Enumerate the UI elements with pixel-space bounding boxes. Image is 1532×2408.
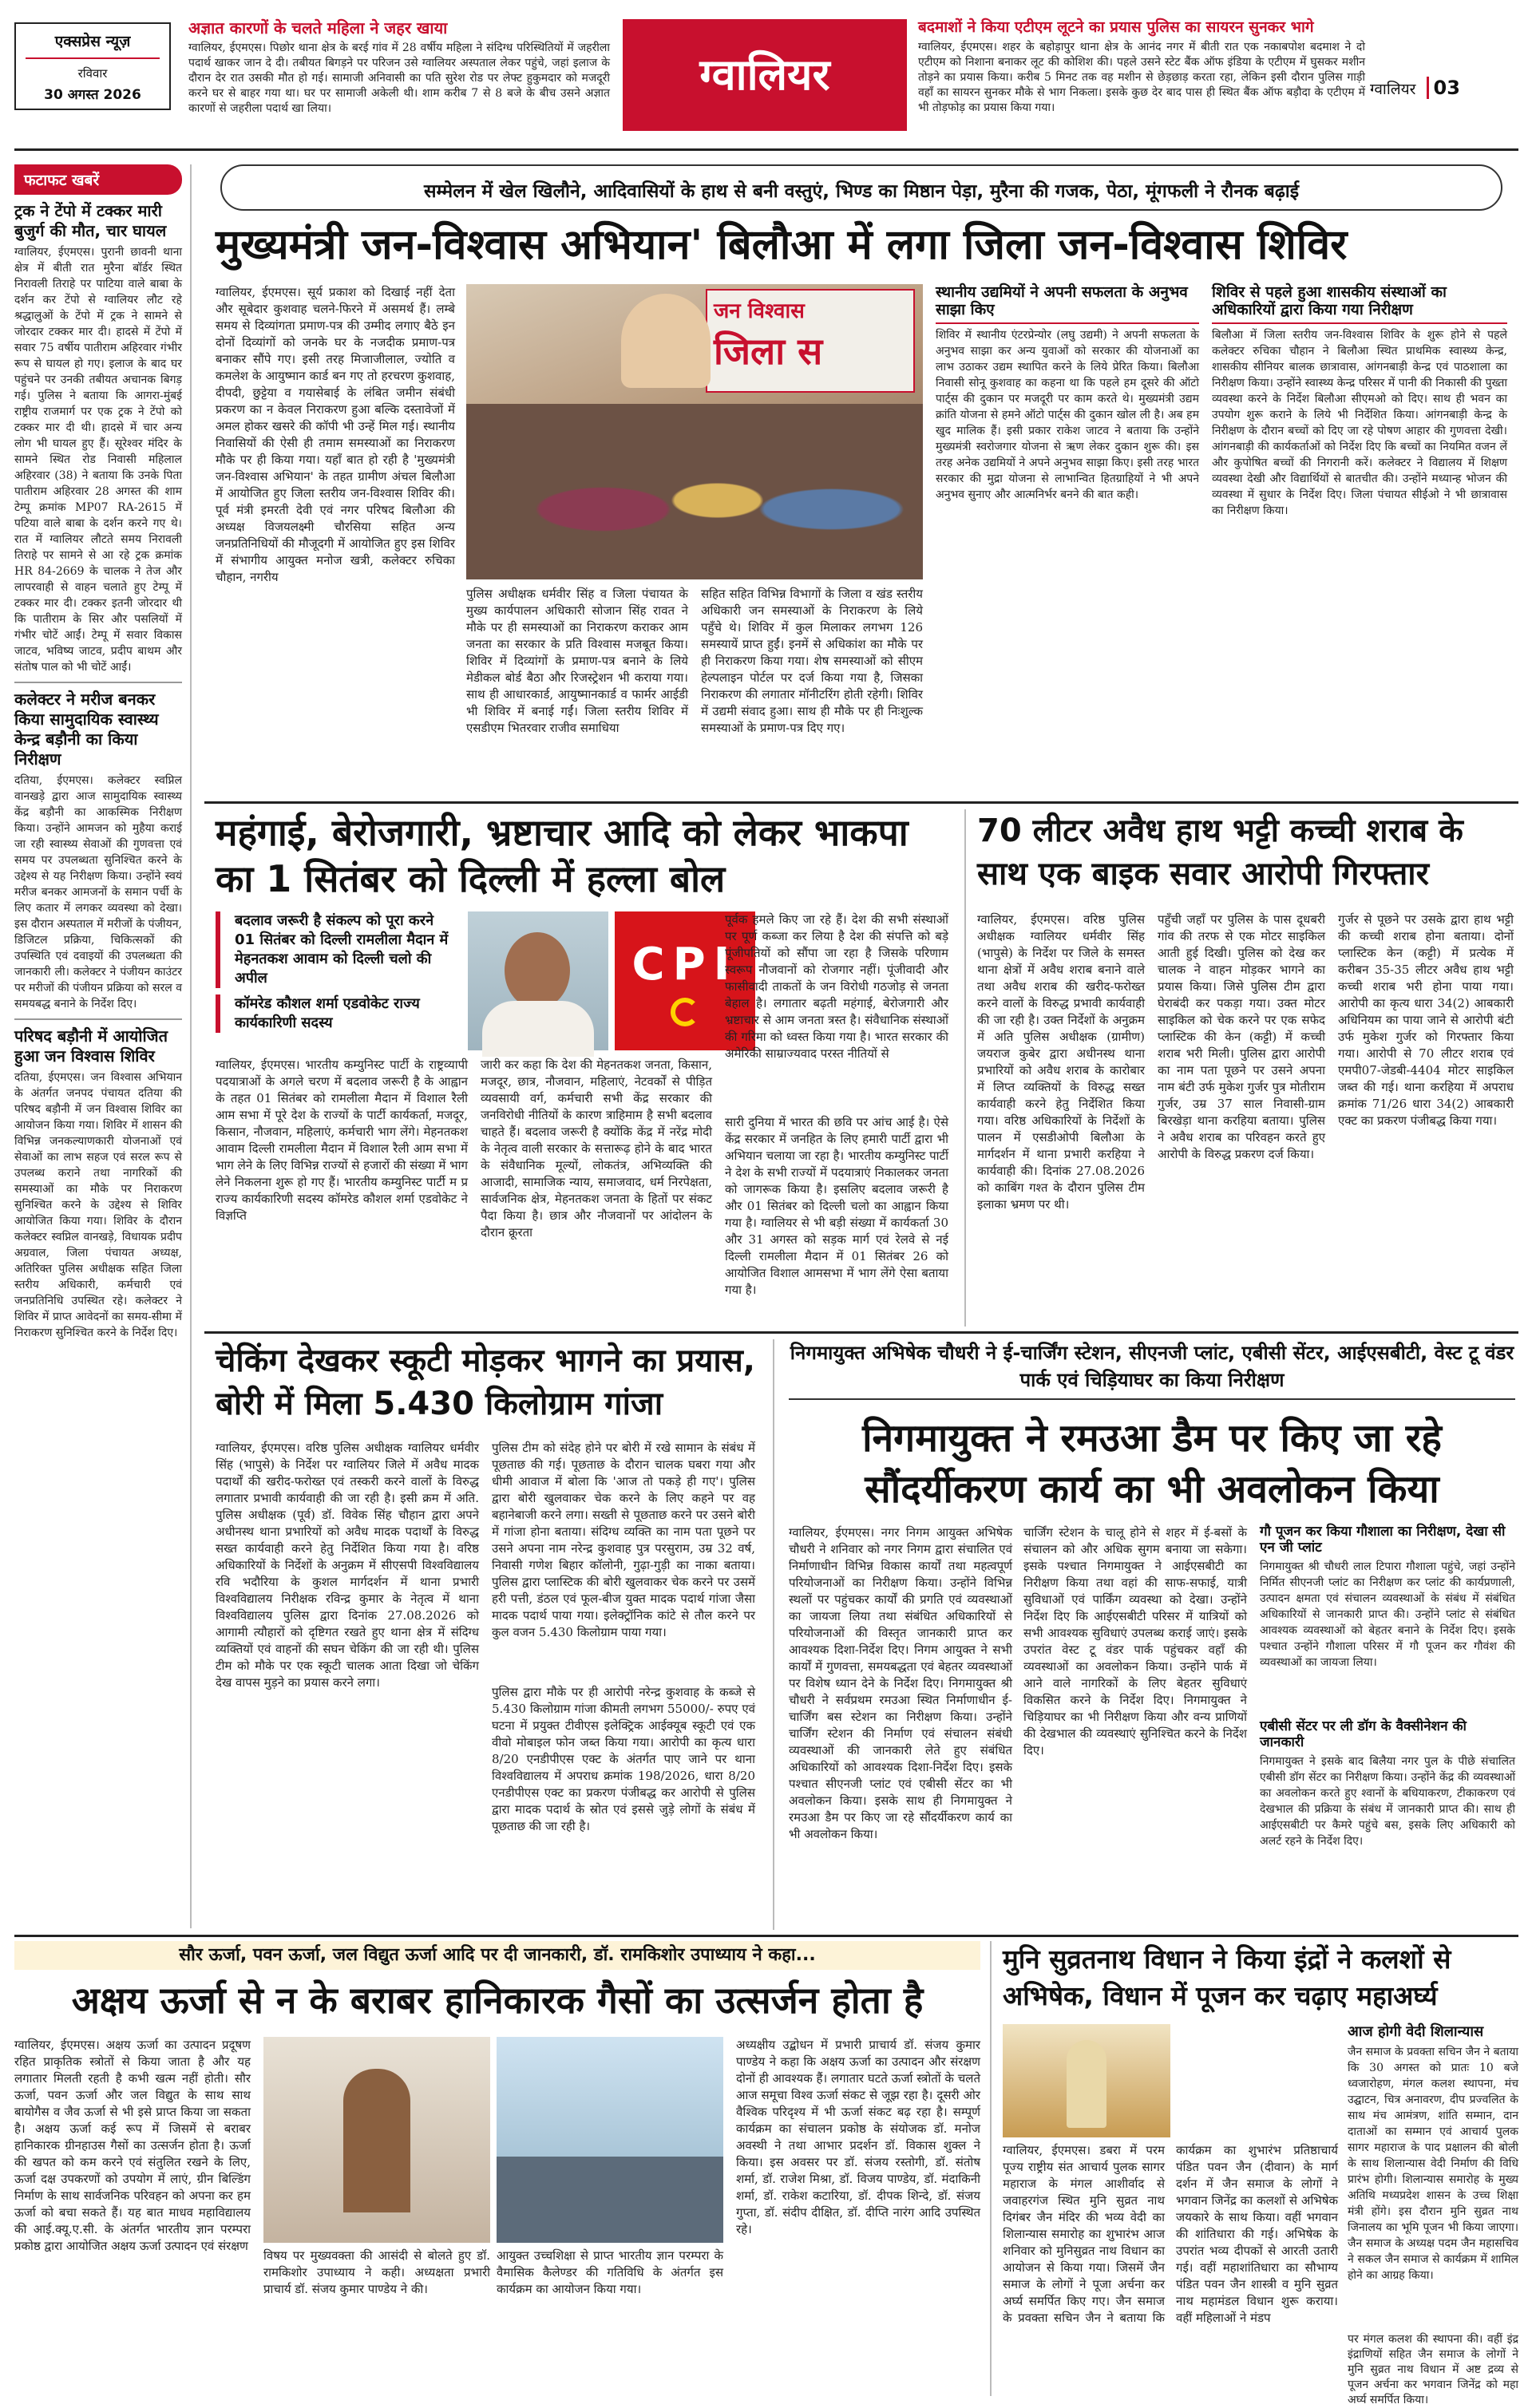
bullet-1: बदलाव जरूरी है संकल्प को पूरा करने 01 सितंबर को दिल्ली रामलीला मैदान में मेहनतकश आवाम को दिल्ली चलो की अपील (216, 911, 455, 988)
issue-date: 30 अगस्त 2026 (44, 87, 141, 103)
speaker-figure (343, 2069, 410, 2212)
story-nigam (773, 1339, 1518, 1930)
story-1-headline: मुख्यमंत्री जन-विश्वास अभियान' बिलौआ में लगा जिला जन-विश्वास शिविर (216, 221, 1348, 269)
story-5-headline: निगमायुक्त ने रमउआ डैम पर किए जा रहे सौंदर्यीकरण कार्य का भी अवलोकन किया (862, 1416, 1442, 1512)
story-jain (990, 1941, 1518, 2406)
story-3-headline: 70 लीटर अवैध हाथ भट्टी कच्ची शराब के साथ एक बाइक सवार आरोपी गिरफ्तार (977, 813, 1463, 892)
cpi-logo-text: CPI (631, 939, 738, 990)
sub-5-1-body: निगमायुक्त श्री चौधरी लाल टिपारा गौशाला पहुंचे, जहां उन्होंने निर्मित सीएनजी प्लांट का निरीक्षण कर प्लांट की कार्यप्रणाली, उत्पादन क्षमता एवं संचालन व्यवस्थाओं के संबंध में संबंधित अधिकारियों से जानकारी प्राप्त की। उन्होंने प्लांट से संबंधित आवश्यक व्यवस्थाओं को बेहतर बनाने के निर्देश दिए। इसके पश्चात उन्होंने गौशाला परिसर में गौ पूजन कर गौवंश की व्यवस्थाओं का जायजा लिया। (1260, 1560, 1515, 1670)
story-2-bullets (216, 911, 455, 1039)
kicker-bar (220, 164, 1502, 211)
story-1-sub-1 (936, 284, 1199, 792)
sub-7-body: जैन समाज के प्रवक्ता सचिन जैन ने बताया कि 30 अगस्त को प्रातः 10 बजे ध्वजारोहण, मंगल कलश स्थापना, मंच उद्घाटन, चित्र अनावरण, दीप प्रज्वलित के साथ मंच आमंत्रण, शांति सम्मान, दान दाताओं का सम्मान एवं आचार्य पुलक सागर महाराज के पाद प्रक्षालन की बोली के साथ शिलान्यास वेदी निर्माण की विधि प्रारंभ होगी। शिलान्यास समारोह के मुख्य अतिथि मध्यप्रदेश शासन के उच्च शिक्षा मंत्री होंगे। इस दौरान मुनि सुव्रत नाथ जिनालय का भूमि पूजन भी किया जाएगा। जैन समाज के अध्यक्ष पदम जैन महासचिव ने सकल जैन समाज से कार्यक्रम में शामिल होने का आग्रह किया। (1348, 2045, 1518, 2282)
portrait-face (505, 932, 570, 1009)
story-urja (14, 1941, 980, 2396)
page-city: ग्वालियर (1370, 81, 1416, 98)
seated-audience (497, 2157, 723, 2243)
story-ganja (204, 1339, 763, 1930)
story-1-col-3: सहित सहित विभिन्न विभागों के जिला व खंड स्तरीय अधिकारी जन समस्याओं के निराकरण के लिये पहुँचे थे। शिविर में कुल मिलाकर लगभग 126 समस्यायें प्राप्त हुईं। इनमें से अधिकांश का मौके पर ही निराकरण किया गया। शेष समस्याओं को सीएम हेल्पलाइन पोर्टल पर दर्ज किया गया है, जिसका निराकरण की लगातार मॉनीटरिंग होती रहेगी। शिविर में उद्यमी संवाद हुआ। साथ ही मौके पर ही निःशुल्क समस्याओं के प्रमाण-पत्र दिए गए। (701, 587, 923, 735)
row-rule-1 (204, 801, 1518, 804)
story-1-sub-2 (1212, 284, 1507, 792)
story-1-kicker: सम्मेलन में खेल खिलौने, आदिवासियों के हाथ से बनी वस्तुएं, भिण्ड का मिष्ठान पेड़ा, मुरैना की गजक, पेठा, मूंगफली ने रौनक बढ़ाई (423, 181, 1300, 202)
story-liquor (964, 809, 1518, 1327)
story-7-col-1: ग्वालियर, ईएमएस। डबरा में परम पूज्य राष्ट्रीय संत आचार्य पुलक सागर महाराज के मंगल आशीर्वाद से जवाहरगंज स्थित मुनि सुव्रत नाथ दिगंबर जैन मंदिर की भव्य वेदी का शिलान्यास समारोह का शुभारंभ आज शनिवार को मुनिसुव्रत नाथ विधान का आयोजन से किया गया। जिसमें जैन समाज के लोगों ने पूजा अर्चना कर अर्घ्य समर्पित किए गए। जैन समाज के प्रवक्ता सचिन जैन ने बताया कि कार्यक्रम का शुभारंभ प्रतिष्ठाचार्य पंडित पवन जैन (दीवान) के मार्ग दर्शन में जैन समाज के लोगों ने भगवान जिनेंद्र का कलशों से अभिषेक जयकारे के साथ किया। वहीं भगवान की शांतिधारा की गई। अभिषेक के उपरांत भव्य दीपकों से आरती उतारी गई। वहीं महाशांतिधारा का सौभाग्य पंडित पवन जैन शास्त्री व मुनि सुव्रत नाथ महामंडल विधान शुरू कराया। वहीं महिलाओं ने मंडप (1003, 2143, 1338, 2325)
sidebar-story-1-title: ट्रक ने टेंपो में टक्कर मारी बुजुर्ग की मौत, चार घायल (14, 201, 167, 240)
sub-2-title: शिविर से पहले हुआ शासकीय संस्थाओं का अधिकारियों द्वारा किया गया निरीक्षण (1212, 284, 1507, 324)
story-1-col-2: पुलिस अधीक्षक धर्मवीर सिंह व जिला पंचायत के मुख्य कार्यपालन अधिकारी सोजान सिंह रावत ने मौके पर ही समस्याओं का निराकरण कराकर आम जनता का सरकार के प्रति विश्वास मजबूत किया। शिविर में दिव्यांगों के प्रमाण-पत्र बनाने के लिये मेडीकल बोर्ड बैठा और रिजस्ट्रेशन भी कराया गया। साथ ही आधारकार्ड, आयुष्मानकार्ड व फार्मर आईडी भी शिविर में बनाई गईं। जिला स्तरीय शिविर में एसडीएम भितरवार राजीव समाधिया (466, 587, 688, 735)
story-5-kicker: निगमायुक्त अभिषेक चौधरी ने ई-चार्जिंग स्टेशन, सीएनजी प्लांट, एबीसी सेंटर, आईएसबीटी, वेस्ट टू वंडर पार्क एवं चिड़ियाघर का किया निरीक्षण (789, 1339, 1515, 1400)
story-3-col-1: ग्वालियर, ईएमएस। वरिष्ठ पुलिस अधीक्षक ग्वालियर धर्मवीर सिंह (भापुसे) के निर्देश पर जिले के समस्त थाना क्षेत्रों में अवैध शराब बनाने वाले तथा अवैध शराब की खरीद-फरोख्त करने वालों के विरुद्ध प्रभावी कार्यवाही की जा रही है। उक्त निर्देशों के अनुक्रम में अति पुलिस अधीक्षक (ग्रामीण) जयराज कुबेर द्वारा अधीनस्थ थाना प्रभारियों को अवैध शराब के कारोबार में लिप्त व्यक्तियों के विरुद्ध सख्त कार्यवाही करने हेतु निर्देशित किया गया। वरिष्ठ अधिकारियों के निर्देशों के पालन में एसडीओपी बिलौआ के मार्गदर्शन में थाना प्रभारी करहिया ने कार्यवाही की। दिनांक 27.08.2026 को काबिंग गश्त के दौरान पुलिस टीम इलाका भ्रमण पर थी। (977, 912, 1145, 1212)
brand-name: एक्सप्रेस न्यूज़ (54, 33, 131, 50)
sidebar-story-3-body: दतिया, ईएमएस। जन विश्वास अभियान के अंतर्गत जनपद पंचायत दतिया की परिषद बड़ौनी में जन विश्वास शिविर का आयोजन किया गया। शिविर में शासन की विभिन्न जनकल्याणकारी योजनाओं एवं सेवाओं का लाभ सहज एवं सरल रूप से उपलब्ध कराने तथा नागरिकों की समस्याओं का मौके पर निराकरण सुनिश्चित करने के उद्देश्य से शिविर आयोजित किया गया। शिविर के दौरान कलेक्टर स्वप्निल वानखड़े, विधायक प्रदीप अग्रवाल, जिला पंचायत अध्यक्ष, अतिरिक्त पुलिस अधीक्षक सहित जिला स्तरीय अधिकारी, कर्मचारी एवं जनप्रतिनिधि उपस्थित रहे। कलेक्टर ने शिविर में प्राप्त आवेदनों का समय-सीमा में निराकरण सुनिश्चित करने के निर्देश दिए। (14, 1071, 182, 1339)
top-left-story (188, 19, 610, 139)
sub-2-body: बिलौआ में जिला स्तरीय जन-विश्वास शिविर के शुरू होने से पहले कलेक्टर रुचिका चौहान ने बिलौआ स्थित प्राथमिक स्वास्थ्य केन्द्र, शासकीय सीनियर बालक छात्रावास, आंगनबाड़ी केन्द्र एवं पाठशाला का निरीक्षण किया। उन्होंने स्वास्थ्य केन्द्र परिसर में पानी की निकासी की पुख्ता व्यवस्था करने के निर्देश बिलौआ सीएमओ को दिए। साथ ही भवन का उपयोग शुरू कराने के लिये भी निर्देशित किया। आंगनबाड़ी केन्द्र के निरीक्षण के दौरान बच्चों को दिए जा रहे पोषण आहार की गुणवत्ता देखी। आंगनबाड़ी की कार्यकर्ताओं को निर्देश दिए कि बच्चों का नियमित वजन लें और कुपोषित बच्चों की निगरानी करें। कलेक्टर ने विद्यालय में शिक्षण व्यवस्था देखी और विद्यार्थियों से बातचीत की। उन्होंने मध्यान्ह भोजन की व्यवस्था में सुधार के निर्देश दिए। जिला पंचायत सीईओ ने भी छात्रावास का निरीक्षण किया। (1212, 328, 1507, 517)
brand-box (14, 22, 171, 110)
story-3-col-2: पहुँची जहाँ पर पुलिस के पास दूधबरी गांव की तरफ से एक मोटर साइकिल आती हुई दिखी। पुलिस को देख कर चालक ने वाहन मोड़कर भागने का प्रयास किया। जिसे पुलिस टीम द्वारा घेराबंदी कर पकड़ा गया। उक्त मोटर साइकिल को चेक करने पर एक सफेद प्लास्टिक की केन (कट्टी) में कच्ची शराब भरी मिली। पुलिस द्वारा आरोपी का नाम पता पूछने पर उसने अपना नाम बंटी उर्फ मुकेश गुर्जर पुत्र मोतीराम गुर्जर, उम्र 37 साल निवासी-ग्राम बिरखेड़ा थाना करहिया बताया। पुलिस ने अवैध शराब का परिवहन करते हुए आरोपी के विरुद्ध प्रकरण दर्ज किया। (1158, 912, 1325, 1161)
story-2-headline: महंगाई, बेरोजगारी, भ्रष्टाचार आदि को लेकर भाकपा का 1 सितंबर को दिल्ली में हल्ला बोल (216, 811, 909, 900)
sidebar-story-2-body: दतिया, ईएमएस। कलेक्टर स्वप्निल वानखड़े द्वारा आज सामुदायिक स्वास्थ्य केंद्र बड़ौनी का आकस्मिक निरीक्षण किया। उन्होंने आमजन को मुहैया कराई जा रही स्वास्थ्य सेवाओं की गुणवत्ता एवं समय पर उपलब्धता सुनिश्चित करने के उद्देश्य से यह निरीक्षण किया। उन्होंने स्वयं मरीज बनकर आमजनों के समान पर्ची के लिए कतार में लगकर व्यवस्था को देखा। इस दौरान अस्पताल में मरीजों के पंजीयन, डिजिटल प्रक्रिया, चिकित्सकों की उपस्थिति एवं दवाइयों की उपलब्धता की जानकारी ली। कलेक्टर ने पंजीयन काउंटर पर मरीजों की पंजीयन प्रक्रिया को सरल व समयबद्ध बनाने के निर्देश दिए। (14, 774, 182, 1010)
story-6-kicker: सौर ऊर्जा, पवन ऊर्जा, जल विद्युत ऊर्जा आदि पर दी जानकारी, डॉ. रामकिशोर उपाध्याय ने कहा... (14, 1941, 980, 1970)
story-4-col-1: ग्वालियर, ईएमएस। वरिष्ठ पुलिस अधीक्षक ग्वालियर धर्मवीर सिंह (भापुसे) के निर्देश पर ग्वालियर जिले में अवैध मादक पदार्थों की खरीद-फरोख्त एवं तस्करी करने वालों के विरुद्ध लगातार प्रभावी कार्यवाही की जा रही है। इसी क्रम में अति. पुलिस अधीक्षक (पूर्व) डॉ. विवेक सिंह चौहान द्वारा अपने अधीनस्थ थाना प्रभारियों को अवैध मादक पदार्थों के विरुद्ध सख्त कार्यवाही करने हेतु निर्देशित किया गया है। वरिष्ठ अधिकारियों के निर्देशों के अनुक्रम में सीएसपी विश्वविद्यालय रवि भदौरिया के कुशल मार्गदर्शन में थाना प्रभारी विश्वविद्यालय निरीक्षक रविन्द्र कुमार के नेतृत्व में थाना विश्वविद्यालय पुलिस द्वारा दिनांक 27.08.2026 को आगामी त्यौहारों को दृष्टिगत रखते हुए थाना क्षेत्र में संदिग्ध व्यक्तियों एवं वाहनों की सघन चेकिंग की जा रही थी। पुलिस टीम को मौके पर एक स्कूटी चालक आता दिखा जो चेकिंग देख वापस मुड़ने का प्रयास करने लगा। (216, 1441, 479, 1690)
story-6-caption-2: आयुक्त उच्चशिक्षा से प्राप्त भारतीय ज्ञान परम्परा के वैमासिक कैलेण्डर की गतिविधि के अंतर्गत इस कार्यक्रम का आयोजन किया गया। (497, 2248, 723, 2296)
sidebar-story-2-title: कलेक्टर ने मरीज बनकर किया सामुदायिक स्वास्थ्य केन्द्र बड़ौनी का किया निरीक्षण (14, 690, 159, 769)
portrait-photo (468, 911, 608, 1050)
story-6-caption-1: विषय पर मुख्यवक्ता की आसंदी से बोलते हुए डॉ. रामकिशोर उपाध्याय ने कही। अध्यक्षता प्रभारी प्राचार्य डॉ. संजय कुमार पाण्डेय ने की। (263, 2248, 490, 2296)
portrait-cutout (621, 294, 711, 388)
section-badge (623, 19, 907, 131)
story-3-col-3: गुर्जर से पूछने पर उसके द्वारा हाथ भट्टी की कच्ची शराब होना बताया। दोनों प्लास्टिक केन (कट्टी) में प्रत्येक में करीबन 35-35 लीटर अवैध हाथ भट्टी कच्ची शराब भरी होना पाया गया। आरोपी का कृत्य धारा 34(2) आबकारी अधिनियम का पाया जाने से आरोपी बंटी उर्फ मुकेश गुर्जर को गिरफ्तार किया गया। आरोपी से 70 लीटर शराब एवं एमपी07-जेडबी-4404 मोटर साइकिल जब्त की गई। थाना करहिया में अपराध क्रमांक 71/26 धारा 34(2) आबकारी एक्ट का प्रकरण पंजीबद्ध किया गया। (1338, 912, 1514, 1128)
story-2-col-4: सारी दुनिया में भारत की छवि पर आंच आई है। ऐसे केंद्र सरकार में जनहित के लिए हमारी पार्टी द्वारा भी अभियान चलाया जा रहा है। भारतीय कम्युनिस्ट पार्टी ने देश के सभी राज्यों में पदयात्राएं निकालकर जनता को जागरूक किया है। इसलिए बदलाव जरूरी है और 01 सितंबर को दिल्ली चलो का आह्वान किया गया है। ग्वालियर से भी बड़ी संख्या में कार्यकर्ता 30 और 31 अगस्त को सड़क मार्ग एवं रेलवे से नई दिल्ली रामलीला मैदान में 01 सितंबर 26 को आयोजित विशाल आमसभा में भाग लेंगे ऐसा बताया गया है। (725, 1115, 948, 1297)
story-1-col-1: ग्वालियर, ईएमएस। सूर्य प्रकाश को दिखाई नहीं देता और सूबेदार कुशवाह चलने-फिरने में असमर्थ हैं। लम्बे समय से दिव्यांगता प्रमाण-पत्र की उम्मीद लगाए बैठे इन दोनों दिव्यांगों को जनके घर के नजदीक प्रमाण-पत्र बनाकर सौंपे गए। इसी तरह मिजाजीलाल, ज्योति व कमलेश के आयुष्मान कार्ड बन गए तो हरचरण कुशवाह, दीपदी, छुट्टेया व गयासेबाई के लंबित जमीन संबंधी प्रकरण का न केवल निराकरण हुआ बल्कि दस्तावेजों में अमल होकर खसरे की कॉपी भी उन्हें मिल गई। स्थानीय निवासियों की ऐसी ही तमाम समस्याओं का निराकरण मौके पर ही किया गया। यहाँ बात हो रही है 'मुख्यमंत्री जन-विश्वास अभियान' के तहत ग्रामीण अंचल बिलौआ में आयोजित हुए जिला स्तरीय जन-विश्वास शिविर की। पूर्व मंत्री इमरती देवी एवं नगर परिषद बिलौआ की अध्यक्ष विजयलक्ष्मी चौरसिया सहित अन्य जनप्रतिनिधियों की मौजूदगी में आयोजित हुए इस शिविर में संभागीय आयुक्त मनोज खत्री, कलेक्टर रुचिका चौहान, नगरीय (216, 285, 455, 584)
story-6-headline: अक्षय ऊर्जा से न के बराबर हानिकारक गैसों का उत्सर्जन होता है (71, 1979, 924, 2022)
story-6-photo-2 (497, 2037, 723, 2243)
crowd-shape (466, 404, 923, 579)
sidebar-divider (14, 1018, 182, 1020)
masthead (0, 0, 1532, 158)
event-banner (706, 289, 915, 393)
story-5-sub-1 (1260, 1524, 1515, 1716)
sub-5-1-title: गौ पूजन कर किया गौशाला का निरीक्षण, देखा सी एन जी प्लांट (1260, 1524, 1506, 1556)
story-7-photo (1003, 2024, 1170, 2137)
page-number: 03 (1427, 77, 1460, 99)
top-left-body: ग्वालियर, ईएमएस। पिछोर थाना क्षेत्र के बरई गांव में 28 वर्षीय महिला ने संदिग्ध परिस्थितियों में जहरीला पदार्थ खाकर जान दे दी। तबीयत बिगड़ने पर परिजन उसे ग्वालियर अस्पताल लेकर पहुंचे, जहां इलाज के दौरान देर रात उसकी मौत हो गई। सामाजी अनिवासी का पति सुरेश रोड पर लेफ्ट हुकुमदार को मजदूरी करने घर से बाहर गया था। घर पर सामाजी अकेली थी। शाम करीब 7 से 8 बजे के बीच उसने अज्ञात कारणों से जहरीला पदार्थ खा लिया। (188, 42, 610, 115)
story-1-photo (466, 284, 923, 579)
row-rule-2 (204, 1331, 1518, 1334)
sub-1-body: शिविर में स्थानीय एंटरप्रेन्योर (लघु उद्यमी) ने अपनी सफलता के अनुभव साझा कर अन्य युवाओं को सरकार की योजनाओं का लाभ उठाकर उद्यम स्थापित करने के लिये प्रेरित किया। बिलौआ निवासी सोनू कुशवाह का कहना था कि पहले हम दूसरे की ऑटो पार्ट्स की दुकान पर मजदूरी पर काम करते थे। मुख्यमंत्री उद्यम क्रांति योजना से हमने ऑटो पार्ट्स की दुकान खोल ली है। अब हम खुद मालिक हैं। इसी प्रकार राकेश जाटव ने बताया कि उन्होंने मुख्यमंत्री स्वरोजगार योजना से ऋण लेकर दुकान शुरू की। इस तरह अनेक उद्यमियों ने अपने अनुभव साझा किए। इसी तरह भारत सरकार की मुद्रा योजना से लाभान्वित हितग्राहियों ने भी अपने अनुभव सुनाए और आत्मनिर्भर बनने की बात कही। (936, 328, 1199, 501)
story-5-col-2: चार्जिंग स्टेशन के चालू होने से शहर में ई-बसों के संचालन को और अधिक सुगम बनाया जा सकेगा। इसके पश्चात निगमायुक्त ने आईएसबीटी का निरीक्षण किया तथा वहां की साफ-सफाई, यात्री सुविधाओं एवं पार्किंग व्यवस्था को देखा। उन्होंने निर्देश दिए कि आईएसबीटी परिसर में यात्रियों को सभी आवश्यक सुविधाएं उपलब्ध कराई जाएं। इसके उपरांत वेस्ट टू वंडर पार्क पहुंचकर वहाँ की व्यवस्थाओं का अवलोकन किया। उन्होंने पार्क में आने वाले नागरिकों के लिए बेहतर सुविधाएं विकसित करने के निर्देश दिए। निगमायुक्त ने चिड़ियाघर का भी निरीक्षण किया और वन्य प्राणियों की देखभाल की व्यवस्थाएं सुनिश्चित करने के निर्देश दिए। (1023, 1525, 1247, 1758)
story-7-headline: मुनि सुव्रतनाथ विधान ने किया इंद्रों ने कलशों से अभिषेक, विधान में पूजन कर चढ़ाए महाअर्घ्य (1003, 1943, 1451, 2011)
story-7-sub (1348, 2024, 1518, 2327)
story-4-headline: चेकिंग देखकर स्कूटी मोड़कर भागने का प्रयास, बोरी में मिला 5.430 किलोग्राम गांजा (216, 1342, 755, 1422)
page-label (1370, 77, 1518, 109)
story-2-col-2: जारी कर कहा कि देश की मेहनतकश जनता, किसान, मजदूर, छात्र, नौजवान, महिलाएं, नेटवर्कों से पीड़ित व्यवसायी वर्ग, कर्मचारी सभी केंद्र सरकार की जनविरोधी नीतियों के कारण त्राहिमाम है सभी बदलाव चाहते हैं। बदलाव जरूरी है क्योंकि केंद्र में नरेंद्र मोदी के नेतृत्व वाली सरकार के सत्तारूढ़ होने के बाद भारत के संवैधानिक मूल्यों, लोकतंत्र, अभिव्यक्ति की आजादी, सामाजिक न्याय, समाजवाद, धर्म निरपेक्षता, सार्वजनिक क्षेत्र, मेहनतकश जनता के हितों पर संकट पैदा किया है। छात्र और नौजवानों पर आंदोलन के दौरान क्रूरता (481, 1058, 712, 1240)
sidebar-header: फटाफट खबरें (14, 164, 182, 195)
portrait-body (482, 1001, 594, 1057)
banner-line-1: जन विश्वास (714, 299, 805, 323)
story-jan-vishwas (204, 164, 1518, 795)
story-4-col-3: पुलिस द्वारा मौके पर ही आरोपी नरेन्द्र कुशवाह के कब्जे से 5.430 किलोग्राम गांजा कीमती लगभग 55000/- रुपए एवं घटना में प्रयुक्त टीवीएस इलेक्ट्रिक आईक्यूब स्कूटी एवं एक वीवो मोबाइल फोन जब्त किया गया। आरोपी का कृत्य धारा 8/20 एनडीपीएस एक्ट के अंतर्गत पाए जाने पर थाना विश्वविद्यालय में अपराध क्रमांक 198/2026, धारा 8/20 एनडीपीएस एक्ट का प्रकरण पंजीबद्ध कर आरोपी से पुलिस द्वारा मादक पदार्थ के स्रोत एवं इससे जुड़े लोगों के संबंध में पूछताछ की जा रही है। (492, 1685, 755, 1833)
sidebar (14, 164, 192, 1928)
sidebar-story-1-body: ग्वालियर, ईएमएस। पुरानी छावनी थाना क्षेत्र में बीती रात मुरैना बॉर्डर स्थित निरावली तिराहे पर पाटिया वाले बाबा के दर्शन कर टेंपो से ग्वालियर लौट रहे श्रद्धालुओं के टेंपो में ट्रक ने सामने से जोरदार टक्कर मार दी। हादसे में टेंपो में सवार 75 वर्षीय पातीराम अहिरवार गंभीर रूप से घायल हो गए। इलाज के बाद घर पहुंचने पर उनकी तबीयत अचानक बिगड़ गई। पुलिस ने बताया कि आगरा-मुंबई राष्ट्रीय राजमार्ग पर एक ट्रक ने टेंपो को टक्कर मार दी थी। हादसे में चार अन्य लोग भी घायल हुए हैं। सूरेश्वर मंदिर के सामने स्थित रोड निवासी महिलाल अहिरवार (38) ने बताया कि उनके पिता पातीराम अहिरवार 28 अगस्त की शाम टेम्पू क्रमांक MP07 RA-2615 में पटिया वाले बाबा के दर्शन करने गए थे। रात में ग्वालियर लौटते समय निरावली तिराहे पर सामने से आ रहे ट्रक क्रमांक HR 84-2669 के चालक ने तेज और लापरवाही से वाहन चलाते हुए टेम्पू में टक्कर मार दी। टक्कर इतनी जोरदार थी कि पातीराम के सिर और पसलियों में गंभीर चोटें आईं। टेम्पू में सवार विकास जाटव, भविष्य जाटव, प्रदीप बाथम और संतोष पाल को भी चोटें आईं। (14, 246, 182, 674)
story-6-photo-1 (263, 2037, 490, 2243)
section-name: ग्वालियर (699, 49, 830, 100)
sub-1-title: स्थानीय उद्यमियों ने अपनी सफलता के अनुभव साझा किए (936, 284, 1199, 324)
brand-divider (26, 57, 160, 59)
sidebar-divider (14, 682, 182, 683)
top-right-title: बदमाशों ने किया एटीएम लूटने का प्रयास पुलिस का सायरन सुनकर भागे (918, 18, 1314, 36)
top-left-title: अज्ञात कारणों के चलते महिला ने जहर खाया (188, 18, 448, 38)
story-4-col-2: पुलिस टीम को संदेह होने पर बोरी में रखे सामान के संबंध में पूछताछ की गई। पूछताछ के दौरान चालक घबरा गया और धीमी आवाज में बोला कि 'आज तो पकड़े ही गए'। पुलिस द्वारा बोरी खुलवाकर चेक करने के लिए कहने पर वह बहानेबाजी करने लगा। सख्ती से पूछताछ करने पर उसने बोरी में गांजा होना बताया। संदिग्ध व्यक्ति का नाम पता पूछने पर उसने अपना नाम नरेन्द्र कुशवाह पुत्र परसुराम, उम्र 32 वर्ष, निवासी गणेश बिहार कॉलोनी, गुढ़ा-गुड़ी का नाका बताया। पुलिस द्वारा प्लास्टिक की बोरी खुलवाकर चेक करने पर उसमें हरी पत्ती, डंठल एवं फूल-बीज युक्त मादक पदार्थ गांजा जैसा मादक पदार्थ पाया गया। इलेक्ट्रॉनिक कांटे से तौल करने पर कुल वजन 5.430 किलोग्राम पाया गया। (492, 1441, 755, 1639)
story-2-col-3b: पूर्वक हमले किए जा रहे हैं। देश की सभी संस्थाओं पर पूर्ण कब्जा कर लिया है देश की संपत्ति को बड़े पूंजीपतियों को सौंपा जा रहा है जिसके परिणाम स्वरूप नौजवानों को रोजगार नहीं। पूंजीवादी और फासीवादी ताकतों के जन विरोधी गठजोड़ से जनता बेहाल है। लगातार बढ़ती महंगाई, बेरोजगारी और भ्रष्टाचार से आम जनता त्रस्त है। संवैधानिक संस्थाओं की गरिमा को ध्वस्त किया गया है। भारत सरकार की अमेरिकी साम्राज्यवाद परस्त नीतियों से (725, 912, 948, 1061)
banner-line-2: जिला स (714, 330, 823, 373)
sub-5-2-title: एबीसी सेंटर पर ली डॉग के वैक्सीनेशन की जानकारी (1260, 1718, 1467, 1750)
story-5-sub-2 (1260, 1719, 1515, 1928)
story-7-tail: पर मंगल कलश की स्थापना की। वहीं इंद्र इंद्राणियों सहित जैन समाज के लोगों ने मुनि सुव्रत नाथ विधान में अष्ट द्रव्य से पूजन अर्चना कर भगवान जिनेंद्र को महा अर्घ्य समर्पित किया। (1348, 2333, 1518, 2406)
story-2-col-1: ग्वालियर, ईएमएस। भारतीय कम्युनिस्ट पार्टी के राष्ट्रव्यापी पदयात्राओं के अगले चरण में बदलाव जरूरी है के आह्वान के तहत 01 सितंबर को रामलीला मैदान में विशाल रैली आम सभा में पूरे देश के राज्यों के पार्टी कार्यकर्ता, मजदूर, किसान, नौजवान, महिलाएं, कर्मचारी भाग लेंगे। मेहनतकश आवाम दिल्ली रामलीला मैदान में विशाल रैली आम सभा में भाग लेने के लिए विभिन्न राज्यों से हजारों की संख्या में भाग लेने निकलना शुरू हो गए हैं। भारतीय कम्युनिस्ट पार्टी म प्र राज्य कार्यकारिणी सदस्य कॉमरेड कौशल शर्मा एडवोकेट ने विज्ञप्ति (216, 1058, 468, 1223)
hammer-sickle-icon (671, 998, 699, 1026)
story-6-col-2: अध्यक्षीय उद्बोधन में प्रभारी प्राचार्य डॉ. संजय कुमार पाण्डेय ने कहा कि अक्षय ऊर्जा का उत्पादन और संरक्षण दोनों ही आवश्यक हैं। लगातार घटते ऊर्जा स्त्रोतों के चलते आज समूचा विश्व ऊर्जा संकट से जूझ रहा है। दूसरी ओर वैश्विक परिदृश्य में भी ऊर्जा संकट बढ़ रहा है। सम्पूर्ण कार्यक्रम का संचालन प्रकोष्ठ के संयोजक डॉ. मनोज अवस्थी ने तथा आभार प्रदर्शन डॉ. विकास शुक्ल ने किया। इस अवसर पर डॉ. संजय रस्तोगी, डॉ. संतोष शर्मा, डॉ. राजेश मिश्रा, डॉ. विजय पाण्डेय, डॉ. मंदाकिनी शर्मा, डॉ. राकेश कटारिया, डॉ. दीपक शिन्दे, डॉ. संजय गुप्ता, डॉ. संदीप दीक्षित, डॉ. दीप्ति नारंग आदि उपस्थित रहे। (736, 2038, 980, 2236)
story-5-col-1: ग्वालियर, ईएमएस। नगर निगम आयुक्त अभिषेक चौधरी ने शनिवार को नगर निगम द्वारा संचालित एवं निर्माणाधीन विभिन्न विकास कार्यों तथा महत्वपूर्ण परियोजनाओं का निरीक्षण किया। उन्होंने विभिन्न स्थलों पर पहुंचकर कार्यों की प्रगति एवं व्यवस्थाओं का जायजा लिया तथा संबंधित अधिकारियों से परियोजनाओं की विस्तृत जानकारी प्राप्त कर आवश्यक दिशा-निर्देश दिए। निगम आयुक्त ने सभी कार्यों में गुणवत्ता, समयबद्धता एवं बेहतर व्यवस्थाओं पर विशेष ध्यान देने के निर्देश दिए। निगमायुक्त श्री चौधरी ने सर्वप्रथम रमउआ स्थित निर्माणाधीन ई-चार्जिंग बस स्टेशन का निरीक्षण किया। उन्होंने चार्जिंग स्टेशन की निर्माण एवं संचालन संबंधी व्यवस्थाओं की जानकारी लेते हुए संबंधित अधिकारियों को आवश्यक दिशा-निर्देश दिए। इसके पश्चात सीएनजी प्लांट एवं एबीसी सेंटर का भी अवलोकन किया। इसके साथ ही निगमायुक्त ने रमउआ डैम पर किए जा रहे सौंदर्यीकरण कार्य का भी अवलोकन किया। (789, 1525, 1012, 1841)
sidebar-story-3-title: परिषद बड़ौनी में आयोजित हुआ जन विश्वास शिविर (14, 1026, 168, 1066)
story-6-col-1: ग्वालियर, ईएमएस। अक्षय ऊर्जा का उत्पादन प्रदूषण रहित प्राकृतिक स्त्रोतों से किया जाता है और यह लगातार मिलती रहती है कभी खत्म नहीं होती। सौर ऊर्जा, पवन ऊर्जा और जल विद्युत के साथ साथ बायोगैस व जैव ऊर्जा से भी इसे प्राप्त किया जा सकता है। अक्षय ऊर्जा कई रूप में जिसमें से बराबर हानिकारक ग्रीनहाउस गैसों का उत्सर्जन होता है। ऊर्जा की खपत को कम करने एवं संतुलित रखने के लिए, ऊर्जा दक्ष उपकरणों को उपयोग में लाएं, ग्रीन बिल्डिंग निर्माण के साथ सार्वजनिक परिवहन को अपना कर हम ऊर्जा को बचा सकते हैं। यह बात माधव महाविद्यालय की आई.क्यू.ए.सी. के अंतर्गत भारतीय ज्ञान परम्परा प्रकोष्ठ द्वारा आयोजित अक्षय ऊर्जा उत्पादन एवं संरक्षण (14, 2038, 251, 2253)
idol-figure (1067, 2040, 1106, 2128)
masthead-rule (14, 148, 1518, 151)
row-rule-3 (14, 1935, 1518, 1937)
sub-5-2-body: निगमायुक्त ने इसके बाद बिलैया नगर पुल के पीछे संचालित एबीसी डॉग सेंटर का निरीक्षण किया। उन्होंने केंद्र की व्यवस्थाओं का अवलोकन करते हुए श्वानों के बधियाकरण, टीकाकरण एवं देखभाल की प्रक्रिया के संबंध में जानकारी प्राप्त की। साथ ही आईएसबीटी पर कैमरे पहुंचे बस, इसके लिए अधिकारी को अलर्ट रहने के निर्देश दिए। (1260, 1755, 1515, 1849)
bullet-2: कॉमरेड कौशल शर्मा एडवोकेट राज्य कार्यकारिणी सदस्य (216, 994, 455, 1033)
issue-day: रविवार (77, 66, 108, 81)
top-right-story (918, 19, 1365, 139)
sub-7-title: आज होगी वेदी शिलान्यास (1348, 2023, 1484, 2040)
top-right-body: ग्वालियर, ईएमएस। शहर के बहोड़ापुर थाना क्षेत्र के आनंद नगर में बीती रात एक नकाबपोश बदमाश ने दो एटीएम को निशाना बनाकर लूट की कोशिश की। पहले उसने स्टेट बैंक ऑफ इंडिया के एटीएम में घुसकर मशीन तोड़ने का प्रयास किया। करीब 5 मिनट तक वह मशीन से छेड़छाड़ करता रहा, लेकिन इसी दौरान पुलिस गाड़ी वहाँ का सायरन सुनकर मौके से भाग निकला। इसके कुछ देर बाद पास ही स्थित बैंक ऑफ बड़ौदा के एटीएम में भी तोड़फोड़ का प्रयास किया गया। (918, 40, 1365, 114)
